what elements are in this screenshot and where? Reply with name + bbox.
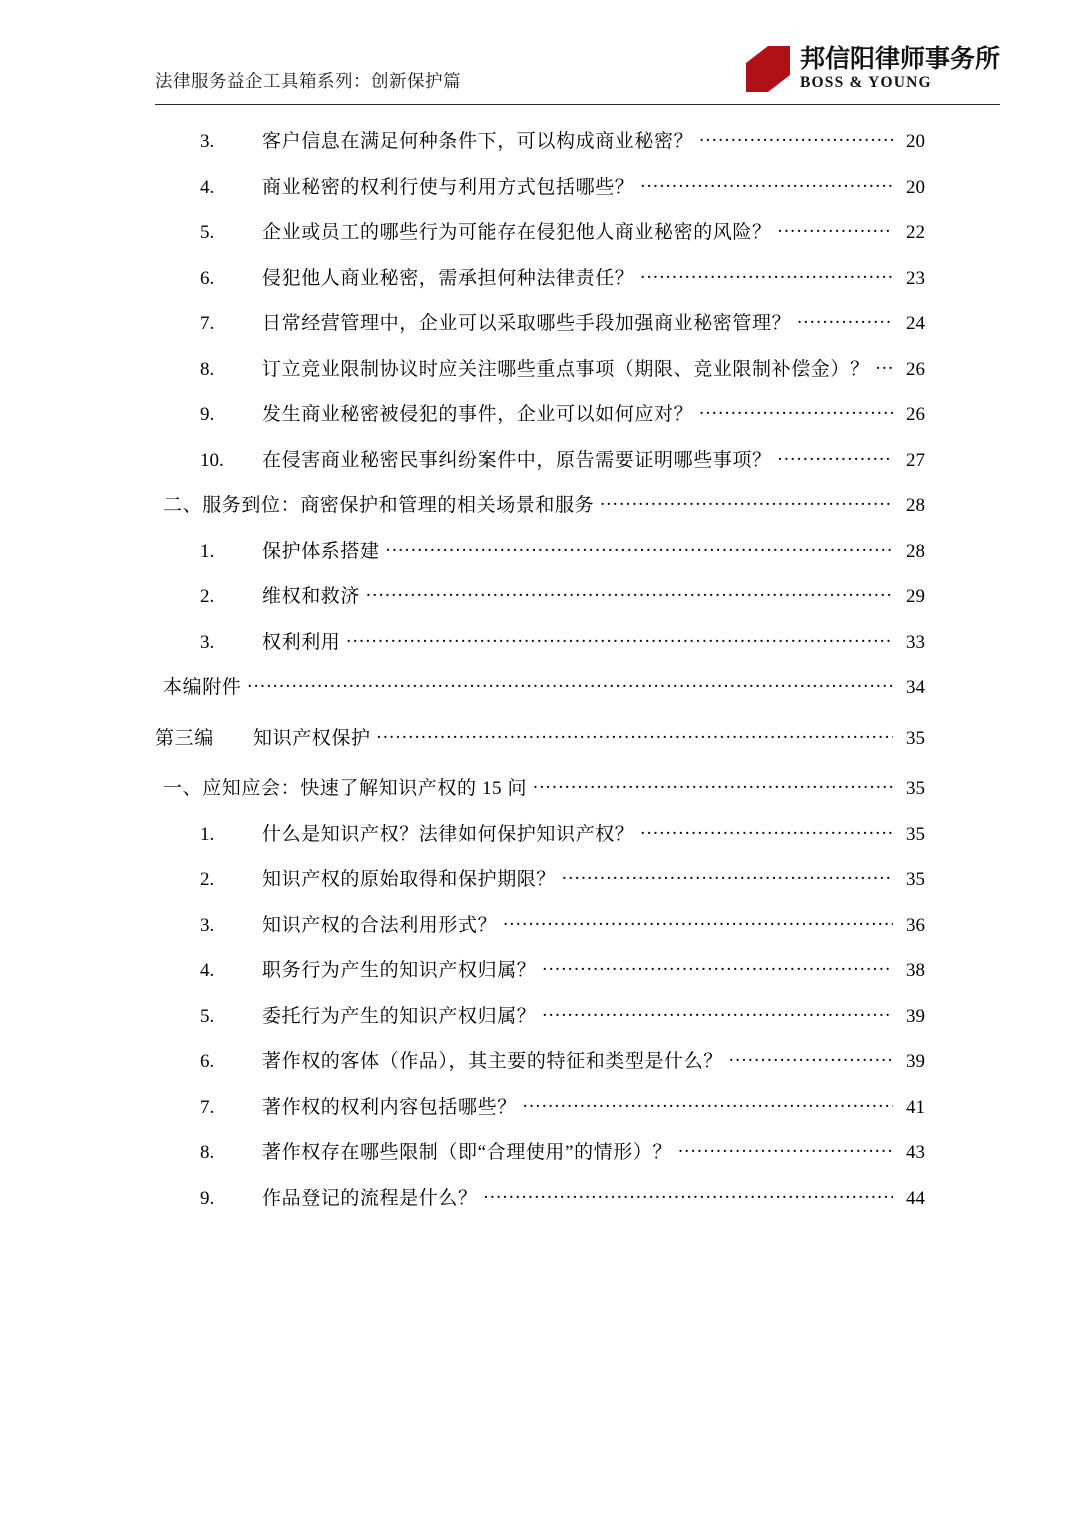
toc-entry[interactable] xyxy=(155,128,925,151)
toc-entry-title: 第三编 知识产权保护 xyxy=(155,727,371,749)
toc-entry[interactable] xyxy=(155,1185,925,1208)
toc-entry-number: 2. xyxy=(200,869,215,890)
toc-entry-title: 订立竞业限制协议时应关注哪些重点事项（期限、竞业限制补偿金）？ xyxy=(262,358,870,380)
toc-leader-dots xyxy=(778,447,893,466)
toc-entry[interactable] xyxy=(155,629,925,652)
toc-entry-number: 9. xyxy=(200,1187,215,1209)
toc-leader-dots xyxy=(678,1139,893,1158)
toc-entry[interactable] xyxy=(155,821,925,844)
toc-entry-title: 职务行为产生的知识产权归属？ xyxy=(262,960,537,981)
toc-entry-page: 44 xyxy=(906,1187,925,1209)
toc-leader-dots xyxy=(729,1048,893,1067)
toc-leader-dots xyxy=(247,674,893,693)
toc-entry-page: 29 xyxy=(906,586,925,607)
header-divider xyxy=(155,104,1000,105)
toc-leader-dots xyxy=(533,775,893,794)
toc-leader-dots xyxy=(778,219,893,238)
toc-entry-number: 1. xyxy=(200,823,215,845)
toc-entry-number: 7. xyxy=(200,313,215,334)
toc-entry-title: 保护体系搭建 xyxy=(262,540,380,562)
firm-name-en: BOSS & YOUNG xyxy=(799,73,932,91)
toc-entry-title: 作品登记的流程是什么？ xyxy=(262,1187,478,1209)
toc-entry-number: 5. xyxy=(200,1005,215,1027)
toc-entry[interactable] xyxy=(155,957,925,980)
toc-entry[interactable] xyxy=(155,174,925,197)
toc-entry-title: 维权和救济 xyxy=(262,586,361,607)
toc-entry-page: 20 xyxy=(906,176,925,198)
toc-leader-dots xyxy=(699,128,893,147)
toc-entry[interactable] xyxy=(155,775,925,798)
toc-entry-page: 27 xyxy=(906,449,925,471)
toc-entry-number: 1. xyxy=(200,540,215,562)
toc-leader-dots xyxy=(600,492,893,511)
toc-leader-dots xyxy=(699,401,893,420)
toc-entry-number: 9. xyxy=(200,404,215,425)
toc-entry-number: 6. xyxy=(200,1051,215,1072)
toc-entry-title: 委托行为产生的知识产权归属？ xyxy=(262,1005,537,1027)
header-series-title: 法律服务益企工具箱系列：创新保护篇 xyxy=(155,71,461,91)
firm-name-cn: 邦信阳律师事务所 xyxy=(799,45,1000,73)
toc-entry-page: 24 xyxy=(906,313,925,334)
logo-mark-icon xyxy=(746,46,790,92)
toc-entry[interactable] xyxy=(155,1094,925,1117)
toc-leader-dots xyxy=(484,1185,893,1204)
toc-entry[interactable] xyxy=(155,912,925,935)
toc-entry-title: 企业或员工的哪些行为可能存在侵犯他人商业秘密的风险？ xyxy=(262,222,772,243)
toc-entry[interactable] xyxy=(155,356,925,379)
toc-leader-dots xyxy=(797,310,893,329)
toc-entry[interactable] xyxy=(155,538,925,561)
toc-entry-page: 41 xyxy=(906,1096,925,1118)
toc-entry-page: 43 xyxy=(906,1142,925,1163)
toc-entry-title: 本编附件 xyxy=(163,677,242,698)
toc-entry-page: 23 xyxy=(906,267,925,289)
toc-entry-number: 8. xyxy=(200,1142,215,1163)
toc-entry-number: 3. xyxy=(200,631,215,653)
toc-entry[interactable] xyxy=(155,866,925,889)
toc-entry-number: 6. xyxy=(200,267,215,289)
toc-leader-dots xyxy=(386,538,893,557)
toc-entry-page: 35 xyxy=(906,778,925,799)
toc-entry-page: 28 xyxy=(906,540,925,562)
toc-leader-dots xyxy=(562,866,893,885)
toc-entry-page: 39 xyxy=(906,1051,925,1072)
toc-entry-page: 33 xyxy=(906,631,925,653)
toc-entry-page: 35 xyxy=(906,823,925,845)
toc-entry-title: 侵犯他人商业秘密，需承担何种法律责任？ xyxy=(262,267,635,289)
toc-entry[interactable] xyxy=(155,447,925,470)
toc-entry-page: 35 xyxy=(906,727,925,749)
toc-entry-page: 22 xyxy=(906,222,925,243)
page-header xyxy=(155,46,1000,108)
toc-entry-title: 著作权的权利内容包括哪些？ xyxy=(262,1096,517,1118)
toc-leader-dots xyxy=(640,821,893,840)
firm-logo xyxy=(746,46,1000,92)
toc-entry-title: 商业秘密的权利行使与利用方式包括哪些？ xyxy=(262,176,635,198)
toc-leader-dots xyxy=(876,356,893,375)
toc-entry-title: 知识产权的合法利用形式？ xyxy=(262,914,498,936)
toc-entry[interactable] xyxy=(155,401,925,424)
toc-entry-page: 26 xyxy=(906,358,925,380)
toc-leader-dots xyxy=(503,912,893,931)
toc-leader-dots xyxy=(640,174,893,193)
toc-entry[interactable] xyxy=(155,310,925,333)
toc-entry-page: 35 xyxy=(906,869,925,890)
toc-leader-dots xyxy=(542,1003,893,1022)
toc-entry-title: 权利利用 xyxy=(262,631,341,653)
toc-leader-dots xyxy=(366,583,893,602)
toc-entry[interactable] xyxy=(155,1139,925,1162)
toc-entry-page: 26 xyxy=(906,404,925,425)
toc-entry[interactable] xyxy=(155,674,925,697)
toc-entry-page: 39 xyxy=(906,1005,925,1027)
toc-leader-dots xyxy=(523,1094,893,1113)
toc-entry-number: 3. xyxy=(200,131,215,152)
toc-entry-page: 38 xyxy=(906,960,925,981)
firm-logo-text xyxy=(800,47,1000,92)
toc-leader-dots xyxy=(542,957,893,976)
toc-entry-number: 5. xyxy=(200,222,215,243)
toc-entry-title: 二、服务到位：商密保护和管理的相关场景和服务 xyxy=(163,495,595,516)
toc-entry-title: 著作权存在哪些限制（即“合理使用”的情形）？ xyxy=(262,1142,673,1163)
toc-entry-title: 在侵害商业秘密民事纠纷案件中，原告需要证明哪些事项？ xyxy=(262,449,772,471)
toc-entry[interactable] xyxy=(155,1003,925,1026)
table-of-contents xyxy=(155,128,925,1230)
toc-entry-number: 8. xyxy=(200,358,215,380)
toc-entry-title: 什么是知识产权？法律如何保护知识产权？ xyxy=(262,823,635,845)
toc-entry[interactable] xyxy=(155,492,925,515)
toc-entry-number: 10. xyxy=(200,449,224,471)
toc-entry[interactable] xyxy=(155,725,925,748)
toc-leader-dots xyxy=(377,725,893,744)
toc-entry[interactable] xyxy=(155,219,925,242)
toc-entry-page: 34 xyxy=(906,677,925,698)
toc-entry-title: 发生商业秘密被侵犯的事件，企业可以如何应对？ xyxy=(262,404,694,425)
toc-entry-title: 一、应知应会：快速了解知识产权的 15 问 xyxy=(163,778,528,799)
toc-entry[interactable] xyxy=(155,265,925,288)
toc-entry-page: 20 xyxy=(906,131,925,152)
toc-entry-title: 著作权的客体（作品），其主要的特征和类型是什么？ xyxy=(262,1051,723,1072)
toc-entry-title: 知识产权的原始取得和保护期限？ xyxy=(262,869,557,890)
toc-entry-number: 4. xyxy=(200,960,215,981)
toc-entry-number: 2. xyxy=(200,586,215,607)
toc-leader-dots xyxy=(346,629,893,648)
toc-entry-title: 日常经营管理中，企业可以采取哪些手段加强商业秘密管理？ xyxy=(262,313,792,334)
toc-leader-dots xyxy=(640,265,893,284)
toc-entry[interactable] xyxy=(155,1048,925,1071)
toc-entry[interactable] xyxy=(155,583,925,606)
toc-entry-title: 客户信息在满足何种条件下，可以构成商业秘密？ xyxy=(262,131,694,152)
toc-entry-number: 7. xyxy=(200,1096,215,1118)
toc-entry-page: 28 xyxy=(906,495,925,516)
toc-entry-number: 3. xyxy=(200,914,215,936)
toc-entry-page: 36 xyxy=(906,914,925,936)
toc-entry-number: 4. xyxy=(200,176,215,198)
